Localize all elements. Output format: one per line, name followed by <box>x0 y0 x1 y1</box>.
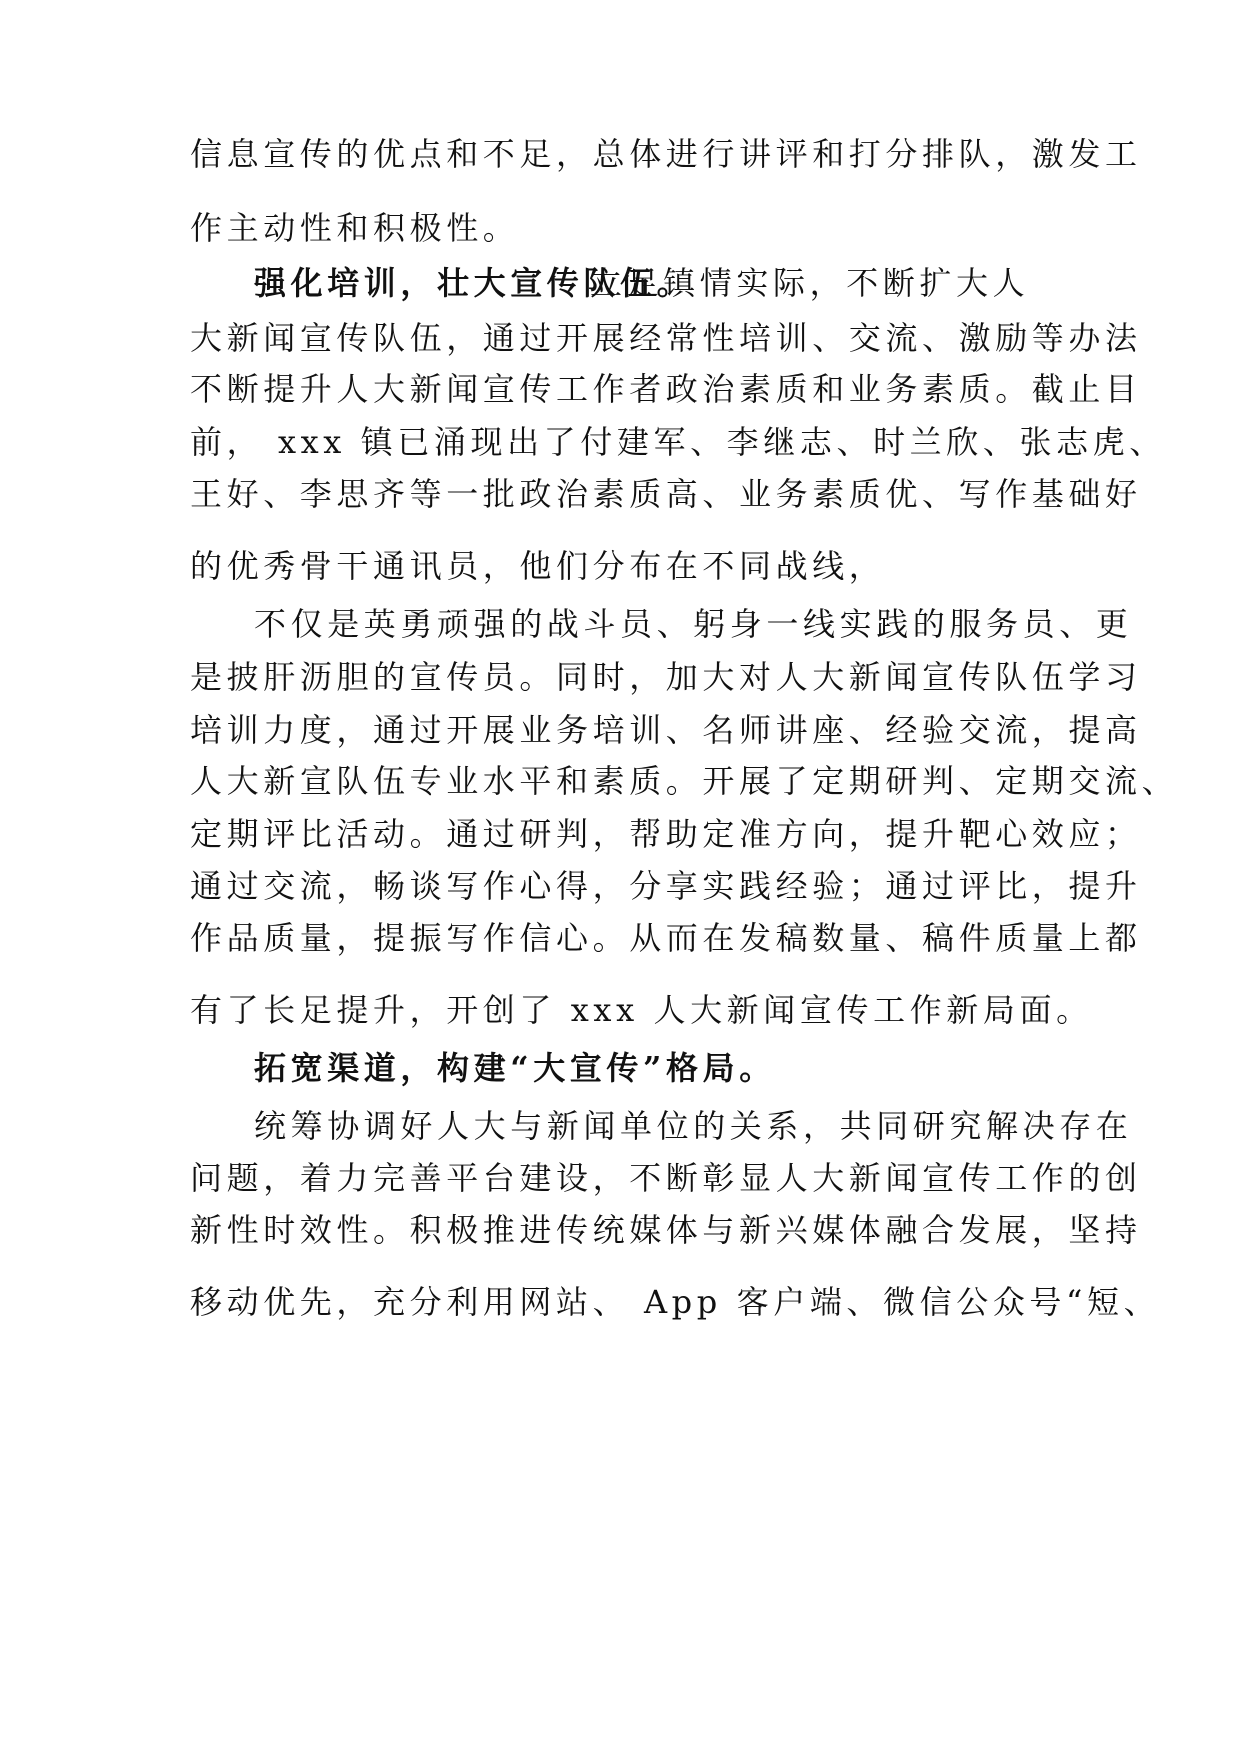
body-text-line: 通过交流，畅谈写作心得，分享实践经验；通过评比，提升 <box>190 867 1142 905</box>
body-text-line: 有了长足提升，开创了 xxx 人大新闻宣传工作新局面。 <box>190 991 1093 1029</box>
section-heading: 拓宽渠道，构建“大宣传”格局。 <box>254 1049 776 1087</box>
body-text-line: 不仅是英勇顽强的战斗员、躬身一线实践的服务员、更 <box>254 605 1133 643</box>
body-text-line: 大新闻宣传队伍，通过开展经常性培训、交流、激励等办法 <box>190 319 1142 357</box>
body-text-line: 前， xxx 镇已涌现出了付建军、李继志、时兰欣、张志虎、 <box>190 423 1166 461</box>
body-text-line: 立足镇情实际，不断扩大人 <box>590 264 1030 302</box>
body-text-line: 人大新宣队伍专业水平和素质。开展了定期研判、定期交流、 <box>190 762 1179 800</box>
body-text-line: 是披肝沥胆的宣传员。同时，加大对人大新闻宣传队伍学习 <box>190 658 1142 696</box>
body-text-line: 王好、李思齐等一批政治素质高、业务素质优、写作基础好 <box>190 475 1142 513</box>
body-text-line: 不断提升人大新闻宣传工作者政治素质和业务素质。截止目 <box>190 370 1142 408</box>
body-text-line: 统筹协调好人大与新闻单位的关系，共同研究解决存在 <box>254 1107 1133 1145</box>
body-text-line: 信息宣传的优点和不足，总体进行讲评和打分排队，激发工 <box>190 135 1142 173</box>
body-text-line: 新性时效性。积极推进传统媒体与新兴媒体融合发展，坚持 <box>190 1211 1142 1249</box>
body-text-line: 作品质量，提振写作信心。从而在发稿数量、稿件质量上都 <box>190 919 1142 957</box>
body-text-line: 作主动性和积极性。 <box>190 209 520 247</box>
body-text-line: 定期评比活动。通过研判，帮助定准方向，提升靶心效应； <box>190 815 1142 853</box>
body-text-line: 移动优先，充分利用网站、 App 客户端、微信公众号“短、 <box>190 1283 1161 1321</box>
body-text-line: 的优秀骨干通讯员，他们分布在不同战线， <box>190 547 886 585</box>
body-text-line: 问题，着力完善平台建设，不断彰显人大新闻宣传工作的创 <box>190 1159 1142 1197</box>
section-heading: 强化培训，壮大宣传队伍。 <box>254 264 694 302</box>
body-text-line: 培训力度，通过开展业务培训、名师讲座、经验交流，提高 <box>190 711 1142 749</box>
